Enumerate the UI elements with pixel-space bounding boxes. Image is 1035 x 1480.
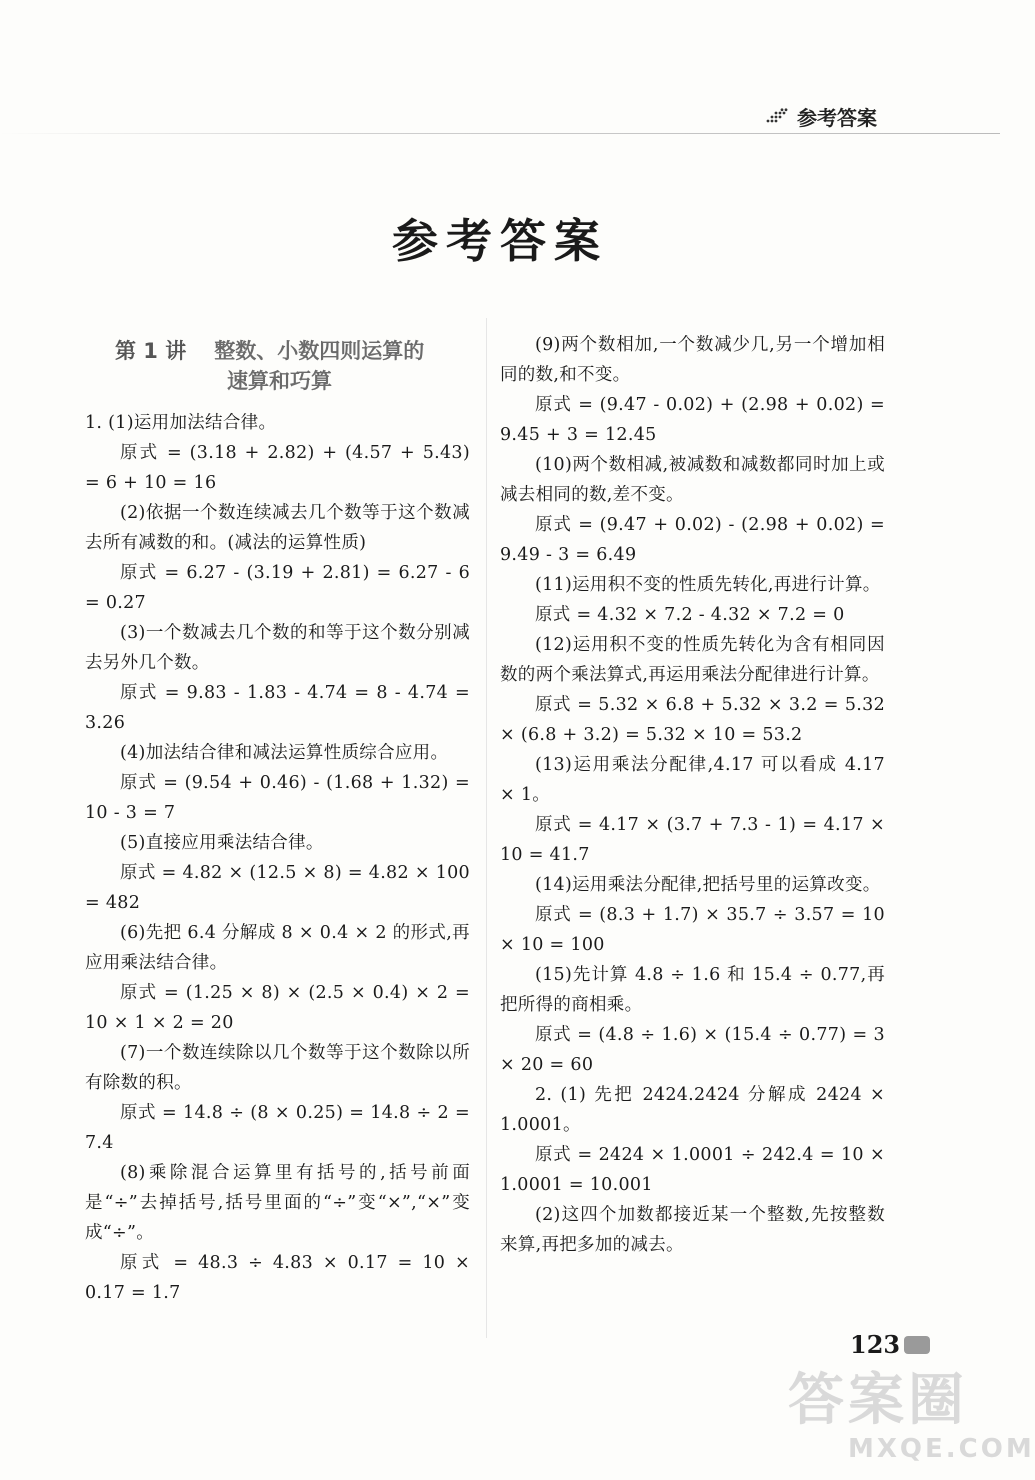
answer-paragraph: 原式 = 2424 × 1.0001 ÷ 242.4 = 10 × 1.0001 = 10.001 bbox=[500, 1145, 885, 1195]
answer-paragraph: 原式 = (9.47 - 0.02) + (2.98 + 0.02) = 9.45 + 3 = 12.45 bbox=[500, 395, 885, 445]
page-number bbox=[850, 1330, 930, 1359]
page-tab-icon bbox=[904, 1336, 930, 1354]
answer-paragraph: (5)直接应用乘法结合律。 bbox=[120, 833, 324, 853]
answer-paragraph: (14)运用乘法分配律,把括号里的运算改变。 bbox=[535, 875, 881, 895]
answer-paragraph: 2. (1) 先把 2424.2424 分解成 2424 × 1.0001。 bbox=[500, 1085, 885, 1135]
answer-paragraph: 原式 = 5.32 × 6.8 + 5.32 × 3.2 = 5.32 × (6.8 + 3.2) = 5.32 × 10 = 53.2 bbox=[500, 695, 885, 745]
answer-paragraph: 原式 = 6.27 - (3.19 + 2.81) = 6.27 - 6 = 0.27 bbox=[85, 563, 470, 613]
answer-paragraph: 原式 = 48.3 ÷ 4.83 × 0.17 = 10 × 0.17 = 1.7 bbox=[85, 1253, 470, 1303]
answer-paragraph: (3)一个数减去几个数的和等于这个数分别减去另外几个数。 bbox=[85, 623, 470, 673]
answer-paragraph: (15)先计算 4.8 ÷ 1.6 和 15.4 ÷ 0.77,再把所得的商相乘。 bbox=[500, 965, 885, 1015]
answer-paragraph: (8)乘除混合运算里有括号的,括号前面是“÷”去掉括号,括号里面的“÷”变“×”,“×”变成“÷”。 bbox=[85, 1163, 470, 1243]
page-number-value: 123 bbox=[850, 1330, 901, 1359]
dots-ornament-icon bbox=[765, 108, 789, 124]
answer-paragraph: 原式 = (4.8 ÷ 1.6) × (15.4 ÷ 0.77) = 3 × 20 = 60 bbox=[500, 1025, 885, 1075]
answer-paragraph: 原式 = (9.47 + 0.02) - (2.98 + 0.02) = 9.49 - 3 = 6.49 bbox=[500, 515, 885, 565]
section-title-line1: 整数、小数四则运算的 bbox=[214, 339, 425, 363]
answer-paragraph: 原式 = 9.83 - 1.83 - 4.74 = 8 - 4.74 = 3.26 bbox=[85, 683, 470, 733]
answer-paragraph: (10)两个数相减,被减数和减数都同时加上或减去相同的数,差不变。 bbox=[500, 455, 885, 505]
running-header bbox=[765, 100, 877, 132]
answer-paragraph: (2)依据一个数连续减去几个数等于这个数减去所有减数的和。(减法的运算性质) bbox=[85, 503, 470, 553]
running-header-label: 参考答案 bbox=[797, 105, 877, 130]
section-number: 第 1 讲 bbox=[115, 339, 187, 363]
answer-paragraph: 原式 = 4.17 × (3.7 + 7.3 - 1) = 4.17 × 10 = 41.7 bbox=[500, 815, 885, 865]
section-title bbox=[115, 336, 470, 396]
answer-paragraph: (7)一个数连续除以几个数等于这个数除以所有除数的积。 bbox=[85, 1043, 470, 1093]
answer-paragraph: 原式 = (8.3 + 1.7) × 35.7 ÷ 3.57 = 10 × 10 = 100 bbox=[500, 905, 885, 955]
page-title: 参考答案 bbox=[392, 214, 608, 268]
answer-paragraph: (13)运用乘法分配律,4.17 可以看成 4.17 × 1。 bbox=[500, 755, 885, 805]
answer-paragraph: 原式 = (1.25 × 8) × (2.5 × 0.4) × 2 = 10 × 1 × 2 = 20 bbox=[85, 983, 470, 1033]
watermark-logo: 答案圈 bbox=[788, 1368, 968, 1433]
section-title-line2: 速算和巧算 bbox=[227, 369, 332, 393]
answer-paragraph: (4)加法结合律和减法运算性质综合应用。 bbox=[120, 743, 449, 763]
answer-paragraph: 原式 = (9.54 + 0.46) - (1.68 + 1.32) = 10 - 3 = 7 bbox=[85, 773, 470, 823]
column-divider bbox=[486, 318, 487, 1338]
answer-paragraph: (6)先把 6.4 分解成 8 × 0.4 × 2 的形式,再应用乘法结合律。 bbox=[85, 923, 470, 973]
answer-paragraph: 1. (1)运用加法结合律。 bbox=[85, 413, 277, 433]
right-column bbox=[500, 330, 885, 1260]
answer-paragraph: 原式 = 14.8 ÷ (8 × 0.25) = 14.8 ÷ 2 = 7.4 bbox=[85, 1103, 470, 1153]
header-rule bbox=[0, 133, 1000, 134]
watermark-url: MXQE.COM bbox=[848, 1434, 1035, 1464]
answer-paragraph: (12)运用积不变的性质先转化为含有相同因数的两个乘法算式,再运用乘法分配律进行计算。 bbox=[500, 635, 885, 685]
left-column bbox=[85, 330, 470, 1308]
answer-paragraph: 原式 = (3.18 + 2.82) + (4.57 + 5.43) = 6 + 10 = 16 bbox=[85, 443, 470, 493]
answer-paragraph: (11)运用积不变的性质先转化,再进行计算。 bbox=[535, 575, 881, 595]
answer-paragraph: (9)两个数相加,一个数减少几,另一个增加相同的数,和不变。 bbox=[500, 335, 885, 385]
watermark bbox=[788, 1368, 1035, 1464]
answer-paragraph: 原式 = 4.82 × (12.5 × 8) = 4.82 × 100 = 482 bbox=[85, 863, 470, 913]
answer-paragraph: (2)这四个加数都接近某一个整数,先按整数来算,再把多加的减去。 bbox=[500, 1205, 885, 1255]
answer-paragraph: 原式 = 4.32 × 7.2 - 4.32 × 7.2 = 0 bbox=[535, 605, 845, 625]
